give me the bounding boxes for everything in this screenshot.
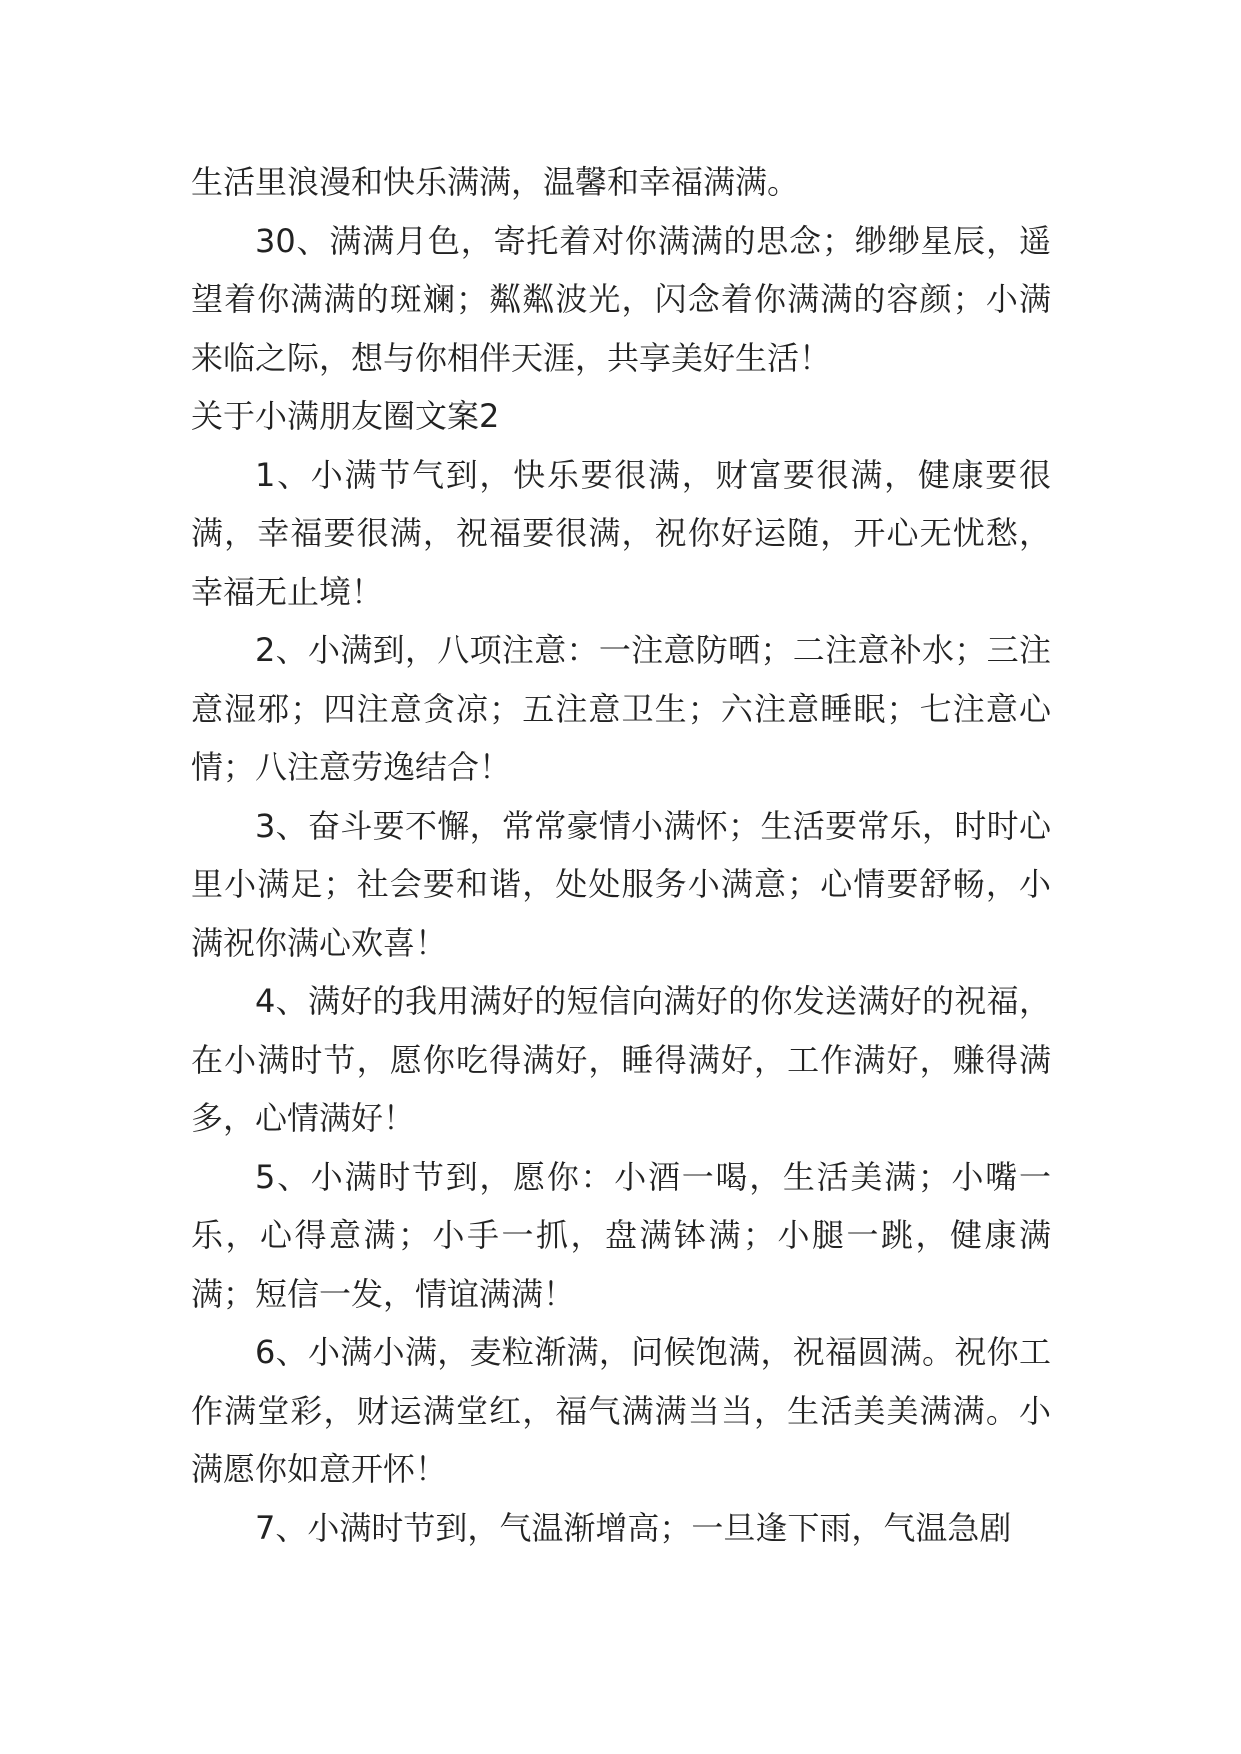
list-item-6: 6、小满小满，麦粒渐满，问候饱满，祝福圆满。祝你工作满堂彩，财运满堂红，福气满满当当，生活美美满满。小满愿你如意开怀！ — [191, 1333, 1051, 1488]
continuation-paragraph: 生活里浪漫和快乐满满，温馨和幸福满满。 — [191, 163, 800, 201]
section-title: 关于小满朋友圈文案2 — [191, 397, 500, 435]
list-item-5: 5、小满时节到，愿你：小酒一喝，生活美满；小嘴一乐，心得意满；小手一抓，盘满钵满；小腿一跳，健康满满；短信一发，情谊满满！ — [191, 1157, 1051, 1313]
list-item-4: 4、满好的我用满好的短信向满好的你发送满好的祝福，在小满时节，愿你吃得满好，睡得满好，工作满好，赚得满多，心情满好！ — [191, 982, 1051, 1137]
document-body — [191, 153, 1051, 1557]
list-item-1: 1、小满节气到，快乐要很满，财富要很满，健康要很满，幸福要很满，祝福要很满，祝你好运随，开心无忧愁，幸福无止境！ — [191, 455, 1051, 611]
list-item-30: 30、满满月色，寄托着对你满满的思念；缈缈星辰，遥望着你满满的斑斓；粼粼波光，闪念着你满满的容颜；小满来临之际，想与你相伴天涯，共享美好生活！ — [191, 221, 1051, 377]
list-item-2: 2、小满到，八项注意：一注意防晒；二注意补水；三注意湿邪；四注意贪凉；五注意卫生；六注意睡眠；七注意心情；八注意劳逸结合！ — [191, 631, 1051, 786]
list-item-7: 7、小满时节到，气温渐增高；一旦逢下雨，气温急剧 — [255, 1508, 1012, 1547]
list-item-3: 3、奋斗要不懈，常常豪情小满怀；生活要常乐，时时心里小满足；社会要和谐，处处服务小满意；心情要舒畅，小满祝你满心欢喜！ — [191, 806, 1051, 962]
